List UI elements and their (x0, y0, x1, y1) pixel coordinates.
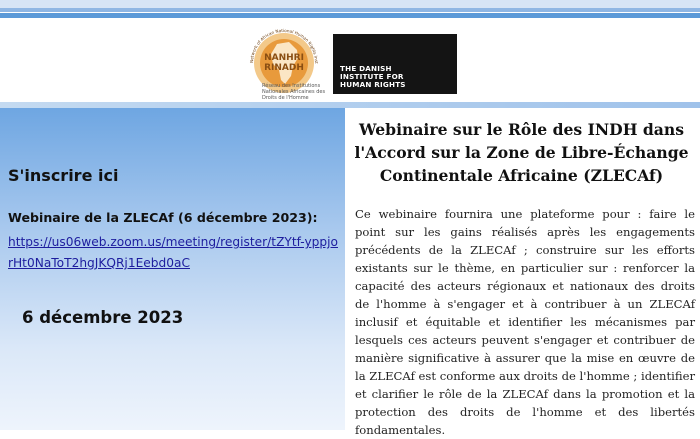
danish-institute-logo (333, 34, 457, 94)
webinar-label: Webinaire de la ZLECAf (6 décembre 2023): (8, 210, 318, 225)
event-date: 6 décembre 2023 (22, 308, 184, 327)
nanhri-caption: Réseau des Institutions Nationales Africaines des Droits de l'Homme (262, 83, 326, 101)
danish-line-1: THE DANISH (340, 64, 392, 73)
nanhri-arc-text: Network of African National Human Rights Inst (248, 27, 320, 64)
top-stripe (0, 0, 700, 18)
danish-institute-name (340, 65, 406, 90)
danish-line-2: INSTITUTE FOR (340, 72, 404, 82)
registration-link[interactable]: https://us06web.zoom.us/meeting/register/tZYtf-yppjorHt0NaToT2hgJKQRj1Eebd0aC (8, 235, 338, 270)
nanhri-name-bottom: RINADH (264, 63, 304, 73)
signup-heading: S'inscrire ici (8, 166, 119, 185)
nanhri-name-top: NANHRI (264, 53, 304, 63)
webinar-description: Ce webinaire fournira une plateforme pour : faire le point sur les gains réalisés après les engagements précédents de la ZLECAf ; construire sur les efforts existants sur le thème, en particulier sur : renforcer la capacité des acteurs régionaux et nationaux des droits de l'homme à s'engager et à contribuer à un ZLECAf inclusif et équitable et identifier les mécanismes par lesquels ces acteurs peuvent s'engager et contribuer de manière significative à assurer que la mise en œuvre de la ZLECAf est conforme aux droits de l'homme ; identifier et clarifier le rôle de la ZLECAf dans la promotion et la protection des droits de l'homme et des libertés fondamentales. (355, 207, 695, 437)
description-panel (345, 108, 700, 437)
registration-panel (0, 108, 345, 430)
header-banner (0, 18, 700, 104)
danish-line-3: HUMAN RIGHTS (340, 80, 406, 90)
webinar-title: Webinaire sur le Rôle des INDH dans l'Accord sur la Zone de Libre-Échange Continentale Africaine (ZLECAf) (354, 120, 689, 185)
